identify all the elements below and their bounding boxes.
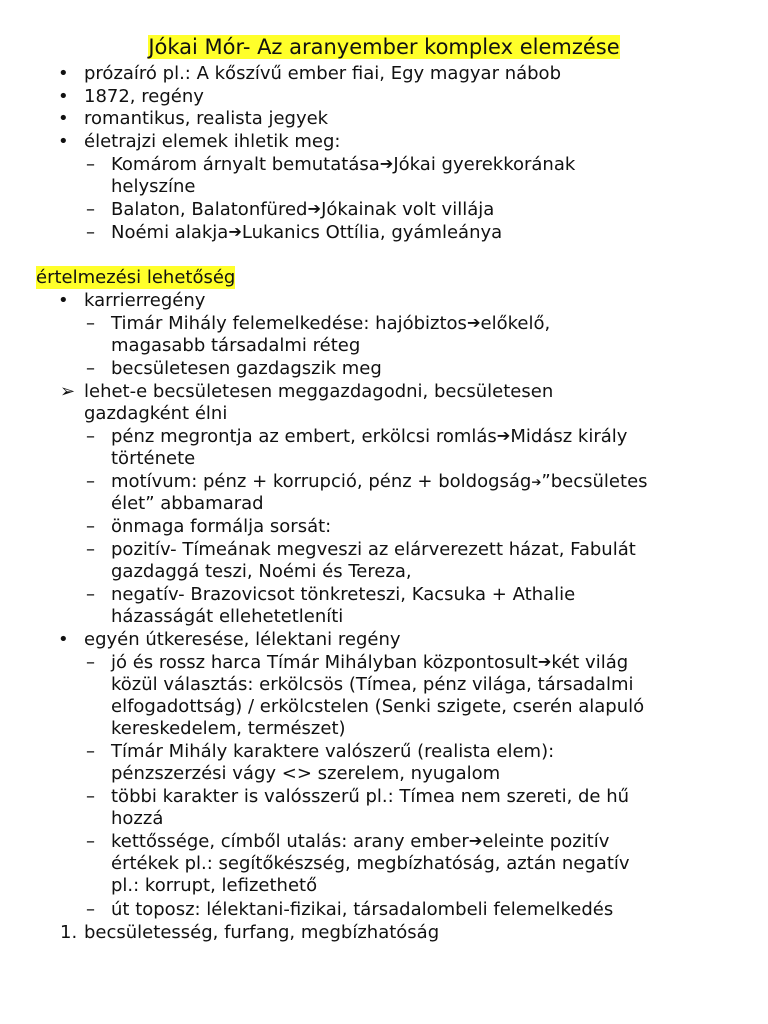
dash-text-continuation: pénzszerzési vágy <> szerelem, nyugalom [111, 763, 501, 784]
bullet-marker: • [58, 86, 69, 107]
dash-text: önmaga formálja sorsát: [111, 516, 332, 537]
bullet-text: egyén útkeresése, lélektani regény [84, 629, 401, 650]
dash-text: becsületesen gazdagszik meg [111, 358, 382, 379]
dash-marker: – [86, 899, 95, 920]
dash-marker: – [86, 584, 95, 605]
dash-marker: – [86, 516, 95, 537]
arrow-bullet-text: lehet-e becsületesen meggazdagodni, becsületesen [84, 381, 554, 402]
arrow-icon: ➔ [307, 199, 322, 218]
bullet-marker: • [58, 108, 69, 129]
dash-marker: – [86, 786, 95, 807]
dash-text: Komárom árnyalt bemutatása➔Jókai gyerekkorának [111, 154, 576, 175]
dash-text: többi karakter is valósszerű pl.: Tímea nem szereti, de hű [111, 786, 630, 807]
dash-text: kettőssége, címből utalás: arany ember➔eleinte pozitív [111, 831, 610, 852]
numbered-text: becsületesség, furfang, megbízhatóság [84, 922, 440, 943]
dash-text: Tímár Mihály karaktere valószerű (realista elem): [111, 741, 555, 762]
dash-text: Timár Mihály felemelkedése: hajóbiztos➔előkelő, [111, 313, 551, 334]
dash-marker: – [86, 358, 95, 379]
arrow-icon: ➔ [379, 154, 394, 173]
bullet-text: romantikus, realista jegyek [84, 108, 329, 129]
bullet-marker: • [58, 290, 69, 311]
dash-text-continuation: története [111, 448, 196, 469]
dash-text: út toposz: lélektani-fizikai, társadalombeli felemelkedés [111, 899, 614, 920]
dash-marker: – [86, 741, 95, 762]
document-title [0, 34, 768, 60]
dash-text-continuation: hozzá [111, 808, 164, 829]
dash-marker: – [86, 313, 95, 334]
bullet-marker: • [58, 629, 69, 650]
dash-text-continuation: gazdaggá teszi, Noémi és Tereza, [111, 561, 412, 582]
dash-text-continuation: kereskedelem, természet) [111, 718, 346, 739]
dash-marker: – [86, 222, 95, 243]
dash-marker: – [86, 199, 95, 220]
bullet-text: prózaíró pl.: A kőszívű ember fiai, Egy magyar nábob [84, 63, 561, 84]
arrow-icon: ➔ [531, 475, 542, 489]
dash-text-continuation: helyszíne [111, 176, 196, 197]
dash-text: motívum: pénz + korrupció, pénz + boldogság➔”becsületes [111, 471, 648, 492]
arrow-bullet-continuation: gazdagként élni [84, 403, 228, 424]
bullet-text: 1872, regény [84, 86, 204, 107]
dash-text: Balaton, Balatonfüred➔Jókainak volt villája [111, 199, 495, 220]
section-heading: értelmezési lehetőség [36, 267, 236, 288]
dash-text-continuation: élet” abbamarad [111, 493, 264, 514]
dash-text-continuation: pl.: korrupt, lefizethető [111, 875, 318, 896]
dash-text-continuation: elfogadottság) / erkölcstelen (Senki szigete, cserén alapuló [111, 696, 645, 717]
arrow-icon: ➔ [496, 426, 511, 445]
dash-text: jó és rossz harca Tímár Mihályban központosult➔két világ [111, 652, 629, 673]
arrow-icon: ➔ [537, 652, 552, 671]
arrow-icon: ➔ [228, 222, 242, 241]
dash-marker: – [86, 426, 95, 447]
dash-text-continuation: értékek pl.: segítőkészség, megbízhatóság, aztán negatív [111, 853, 630, 874]
bullet-marker: • [58, 131, 69, 152]
dash-text-continuation: házasságát ellehetetleníti [111, 606, 344, 627]
bullet-marker: • [58, 63, 69, 84]
dash-text-continuation: közül választás: erkölcsös (Tímea, pénz világa, társadalmi [111, 674, 634, 695]
numbered-marker: 1. [60, 922, 78, 943]
dash-text: negatív- Brazovicsot tönkreteszi, Kacsuka + Athalie [111, 584, 576, 605]
arrow-bullet-icon: ➢ [60, 381, 76, 402]
bullet-text: karrierregény [84, 290, 206, 311]
dash-text: pénz megrontja az embert, erkölcsi romlás➔Midász király [111, 426, 628, 447]
dash-marker: – [86, 539, 95, 560]
dash-marker: – [86, 831, 95, 852]
dash-text: pozitív- Tímeának megveszi az elárverezett házat, Fabulát [111, 539, 636, 560]
title-highlight: Jókai Mór- Az aranyember komplex elemzése [148, 35, 620, 59]
bullet-text: életrajzi elemek ihletik meg: [84, 131, 341, 152]
arrow-icon: ➔ [468, 831, 483, 850]
dash-marker: – [86, 652, 95, 673]
dash-text: Noémi alakja➔Lukanics Ottília, gyámleánya [111, 222, 503, 243]
dash-text-continuation: magasabb társadalmi réteg [111, 335, 361, 356]
dash-marker: – [86, 154, 95, 175]
dash-marker: – [86, 471, 95, 492]
arrow-icon: ➔ [466, 313, 481, 332]
